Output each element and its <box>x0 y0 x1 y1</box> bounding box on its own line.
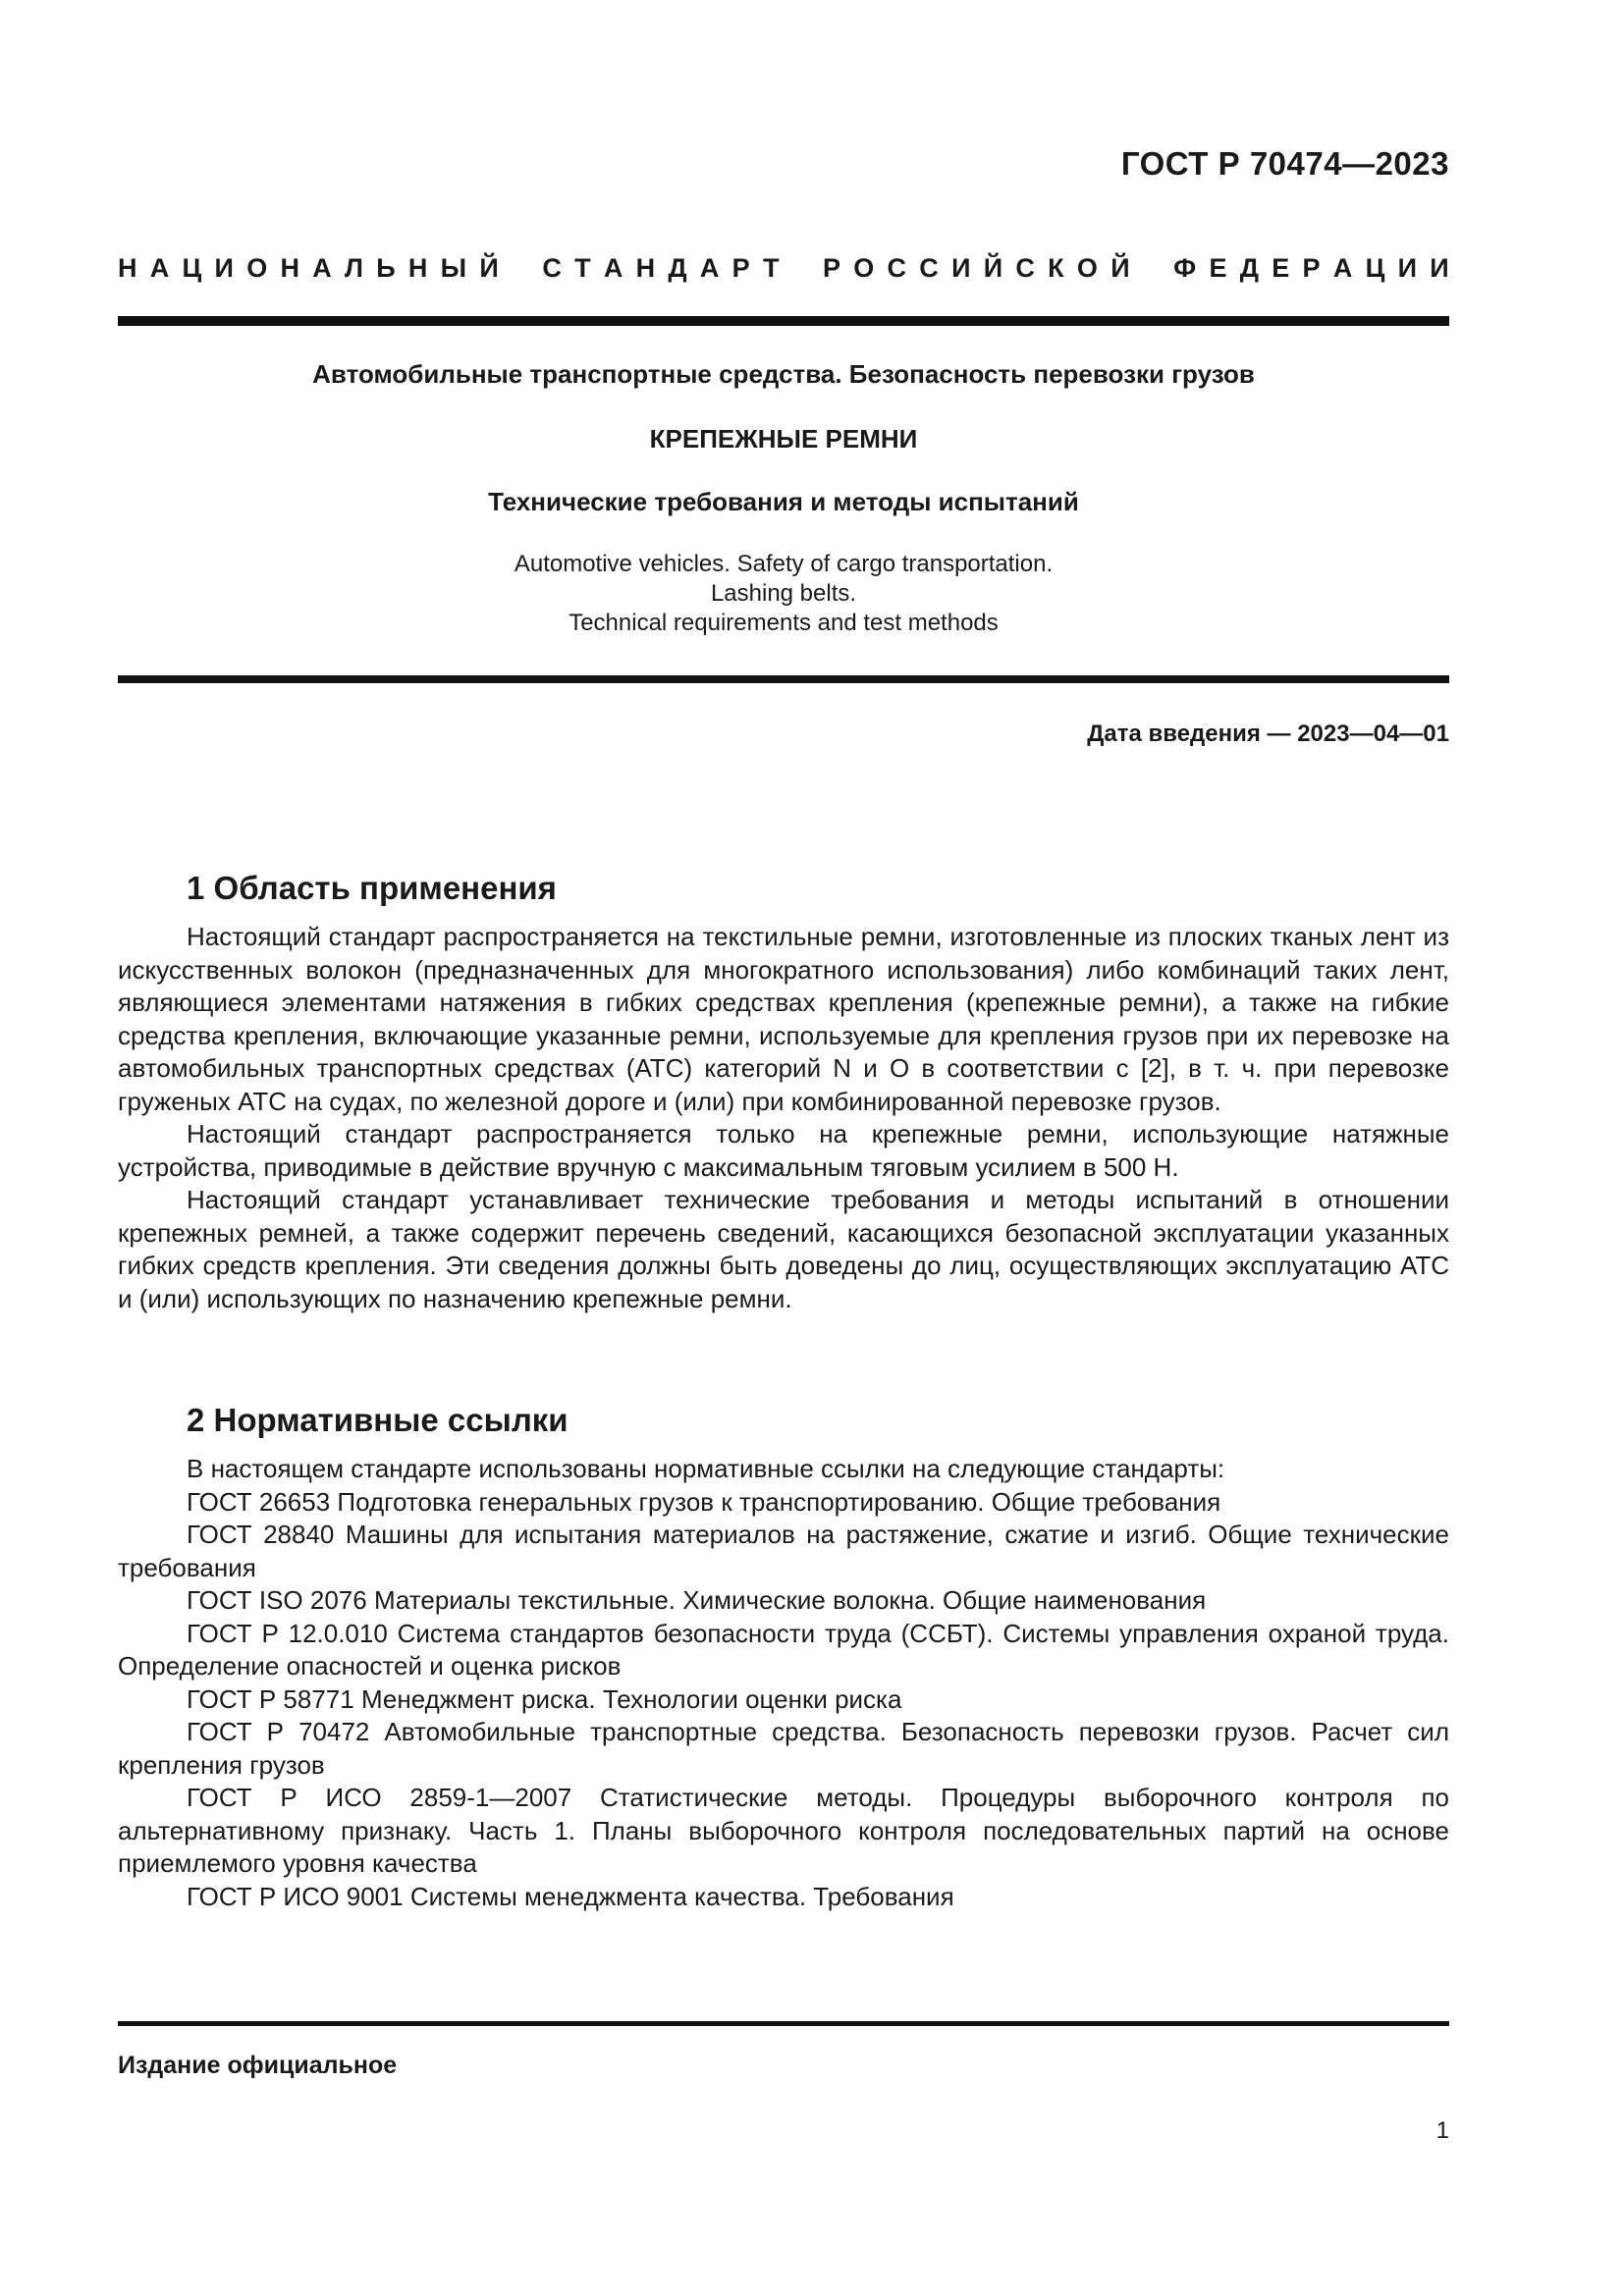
reference-item: ГОСТ Р ИСО 2859-1—2007 Статистические методы. Процедуры выборочного контроля по альтернативному признаку. Часть 1. Планы выборочного контроля последовательных партий на основе приемлемого уровня качества <box>118 1783 1449 1878</box>
banner-letter: И <box>951 253 971 283</box>
banner-letter: Ф <box>1173 253 1197 283</box>
title-subject: КРЕПЕЖНЫЕ РЕМНИ <box>649 424 918 454</box>
section-heading: 1 Область применения <box>187 870 557 906</box>
banner-letter: Д <box>1239 253 1259 283</box>
banner-letter: Е <box>1272 253 1290 283</box>
banner-letter: А <box>603 253 623 283</box>
banner-letter: А <box>1332 253 1353 283</box>
banner-letter: Н <box>280 253 299 283</box>
reference-item: ГОСТ 28840 Машины для испытания материалов на растяжение, сжатие и изгиб. Общие технические требования <box>118 1520 1449 1582</box>
banner-letter: С <box>542 253 562 283</box>
banner-letter: Е <box>1209 253 1227 283</box>
paragraph: В настоящем стандарте использованы нормативные ссылки на следующие стандарты: <box>187 1454 1225 1483</box>
banner-letter: Д <box>668 253 687 283</box>
title-main: Автомобильные транспортные средства. Безопасность перевозки грузов <box>312 359 1255 389</box>
banner-letter: С <box>1015 253 1035 283</box>
banner-word-gap <box>792 253 810 284</box>
banner-letter: Н <box>635 253 656 283</box>
divider-footer <box>118 2021 1449 2026</box>
banner-letter: О <box>246 253 268 283</box>
banner-letter: О <box>1076 253 1098 283</box>
reference-item: ГОСТ Р 70472 Автомобильные транспортные средства. Безопасность перевозки грузов. Расчет сил крепления грузов <box>118 1717 1449 1780</box>
page-number: 1 <box>1435 2117 1449 2144</box>
section-references <box>118 1402 1449 1913</box>
section-heading: 2 Нормативные ссылки <box>187 1402 568 1438</box>
banner-letter: А <box>149 253 170 283</box>
divider-top <box>118 316 1449 326</box>
banner-letter: Ц <box>1365 253 1385 283</box>
banner-letter: Т <box>762 253 780 283</box>
banner-letter: С <box>919 253 939 283</box>
banner-letter: Н <box>118 253 137 283</box>
banner-word-gap <box>1143 253 1161 284</box>
title-description: Технические требования и методы испытаний <box>488 487 1079 516</box>
divider-title <box>118 675 1449 683</box>
english-title <box>118 550 1449 638</box>
banner-letter: Й <box>479 253 499 283</box>
banner-letter: Ь <box>376 253 396 283</box>
banner-letter: С <box>887 253 907 283</box>
banner-letter: Т <box>574 253 591 283</box>
banner-letter: Р <box>822 253 840 283</box>
document-number: ГОСТ Р 70474—2023 <box>1120 145 1449 182</box>
standard-banner <box>118 253 1449 284</box>
banner-letter: Н <box>407 253 428 283</box>
official-edition-label: Издание официальное <box>118 2052 398 2079</box>
banner-letter: Р <box>731 253 750 283</box>
paragraph: Настоящий стандарт устанавливает технические требования и методы испытаний в отношении крепежных ремней, а также содержит перечень сведений, касающихся безопасной эксплуатации указанных гибких средств крепления. Эти сведения должны быть доведены до лиц, осуществляющих эксплуатацию АТС и (или) использующих по назначению крепежные ремни. <box>118 1185 1449 1313</box>
banner-letter: Л <box>345 253 363 283</box>
reference-item: ГОСТ Р 58771 Менеджмент риска. Технологии оценки риска <box>187 1683 902 1714</box>
banner-letter: И <box>1430 253 1449 283</box>
banner-letter: И <box>1397 253 1417 283</box>
banner-letter: К <box>1048 253 1064 283</box>
banner-letter: Ы <box>440 253 467 283</box>
banner-letter: Й <box>983 253 1003 283</box>
reference-item: ГОСТ ISO 2076 Материалы текстильные. Химические волокна. Общие наименования <box>187 1585 1207 1615</box>
banner-letter: Ц <box>182 253 202 283</box>
banner-letter: Й <box>1110 253 1130 283</box>
paragraph: Настоящий стандарт распространяется только на крепежные ремни, использующие натяжные устройства, приводимые в действие вручную с максимальным тяговым усилием в 500 Н. <box>118 1119 1449 1182</box>
reference-item: ГОСТ 26653 Подготовка генеральных грузов к транспортированию. Общие требования <box>187 1486 1221 1517</box>
banner-letter: И <box>214 253 234 283</box>
english-title-line: Lashing belts. <box>710 580 857 607</box>
section-scope <box>118 870 1449 1315</box>
reference-item: ГОСТ Р ИСО 9001 Системы менеджмента качества. Требования <box>187 1881 954 1911</box>
banner-letter: Р <box>1302 253 1321 283</box>
banner-letter: А <box>699 253 720 283</box>
paragraph: Настоящий стандарт распространяется на текстильные ремни, изготовленные из плоских тканых лент из искусственных волокон (предназначенных для многократного использования) либо комбинаций таких лент, являющиеся элементами натяжения в гибких средствах крепления (крепежные ремни), а также на гибкие средства крепления, включающие указанные ремни, используемые для крепления грузов при их перевозке на автомобильных транспортных средствах (АТС) категорий N и O в соответствии с [2], в т. ч. при перевозке груженых АТС на судах, по железной дороге и (или) при комбинированной перевозке грузов. <box>118 922 1449 1116</box>
banner-letter: О <box>853 253 875 283</box>
reference-item: ГОСТ Р 12.0.010 Система стандартов безопасности труда (ССБТ). Системы управления охраной труда. Определение опасностей и оценка рисков <box>118 1618 1449 1681</box>
introduction-date: Дата введения — 2023—04—01 <box>1087 721 1449 747</box>
english-title-line: Technical requirements and test methods <box>568 610 999 636</box>
banner-word-gap <box>512 253 529 284</box>
banner-letter: А <box>312 253 332 283</box>
english-title-line: Automotive vehicles. Safety of cargo transportation. <box>514 551 1054 577</box>
